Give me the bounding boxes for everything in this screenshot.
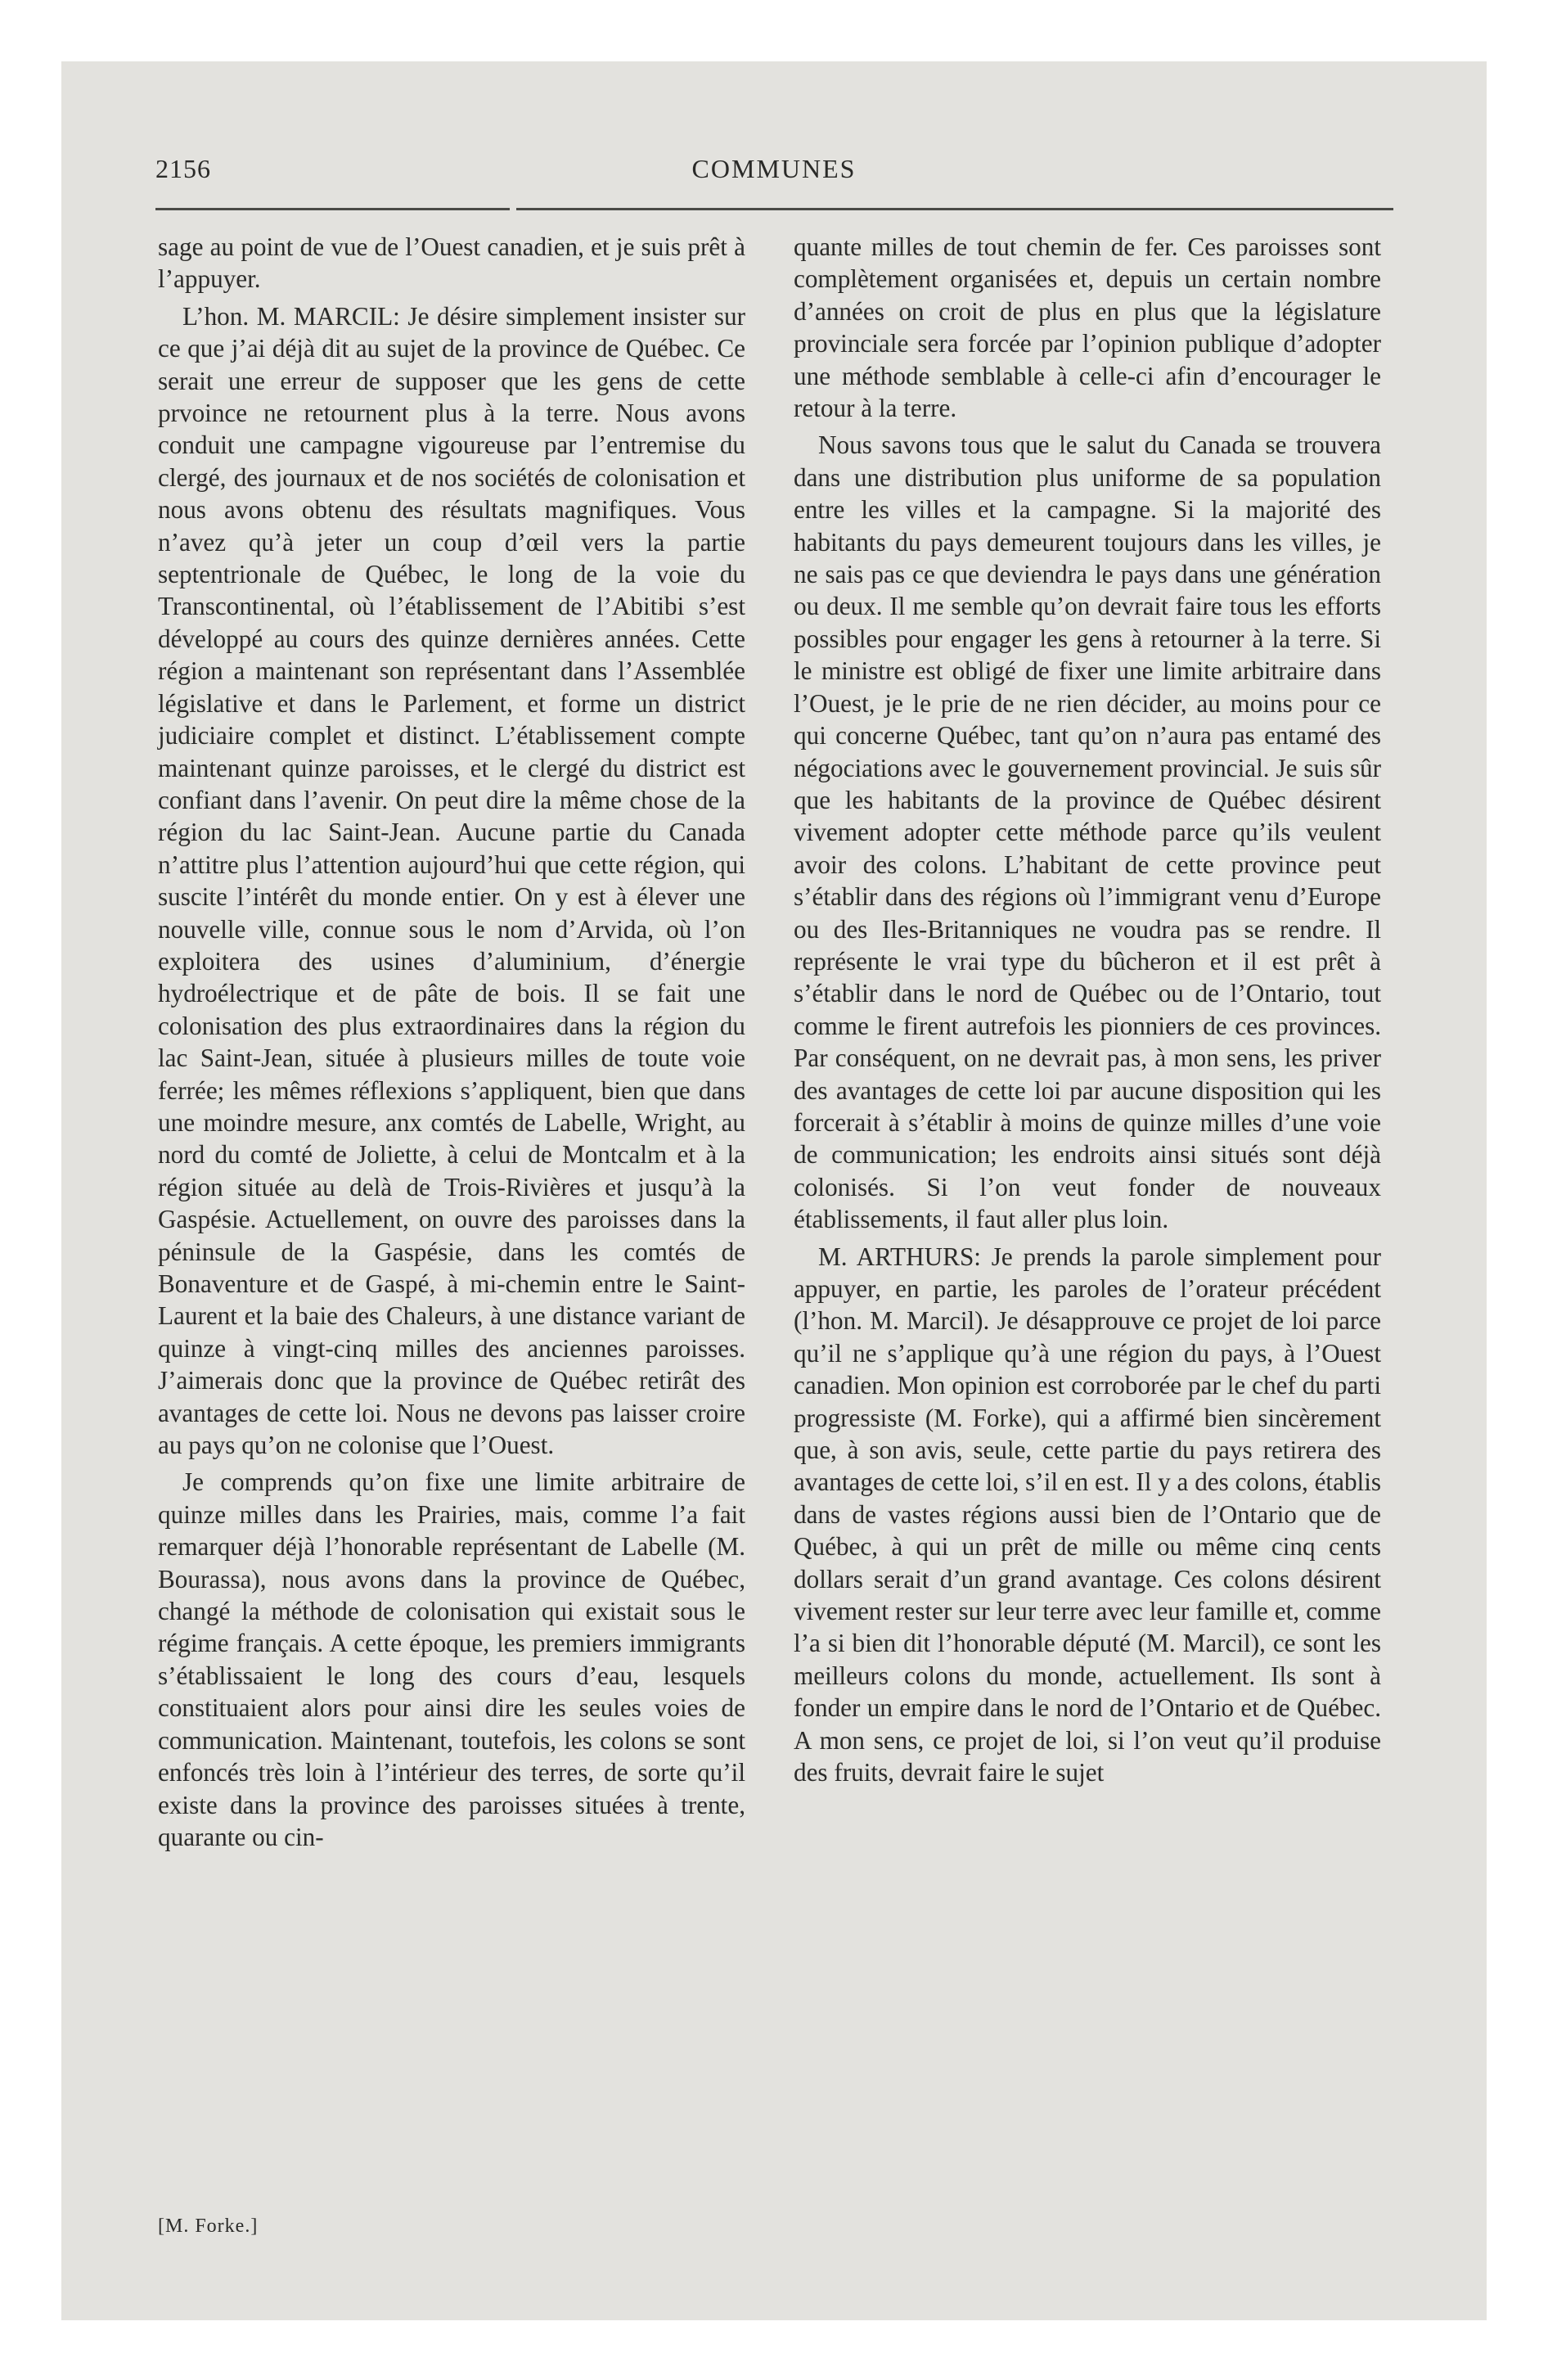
right-column (794, 231, 1381, 1789)
header-rule-right (516, 208, 1393, 210)
header-rule-left (155, 208, 510, 210)
page-number: 2156 (155, 154, 211, 183)
paragraph: M. ARTHURS: Je prends la parole simplement pour appuyer, en partie, les paroles de l’orateur précédent (l’hon. M. Marcil). Je désapprouve ce projet de loi parce qu’il ne s’applique qu’à une région du pays, à l’Ouest canadien. Mon opinion est corroborée par le chef du parti progressiste (M. Forke), qui a affirmé bien sincèrement que, à son avis, seule, cette partie du pays retirera des avantages de cette loi, s’il en est. Il y a des colons, établis dans de vastes régions aussi bien de l’Ontario que de Québec, à qui un prêt de mille ou même cinq cents dollars serait d’un grand avantage. Ces colons désirent vivement rester sur leur terre avec leur famille et, comme l’a si bien dit l’honorable député (M. Marcil), ce sont les meilleurs colons du monde, actuellement. Ils sont à fonder un empire dans le nord de l’Ontario et de Québec. A mon sens, ce projet de loi, si l’on veut qu’il produise des fruits, devrait faire le sujet (794, 1242, 1381, 1787)
running-head: COMMUNES (691, 154, 857, 183)
speaker-footnote: [M. Forke.] (158, 2215, 259, 2237)
paragraph: L’hon. M. MARCIL: Je désire simplement insister sur ce que j’ai déjà dit au sujet de la province de Québec. Ce serait une erreur de supposer que les gens de cette prvoince ne retournent plus à la terre. Nous avons conduit une campagne vigoureuse par l’entremise du clergé, des journaux et de nos sociétés de colonisation et nous avons obtenu des résultats magnifiques. Vous n’avez qu’à jeter un coup d’œil vers la partie septentrionale de Québec, le long de la voie du Transcontinental, où l’établissement de l’Abitibi s’est développé au cours des quinze dernières années. Cette région a maintenant son représentant dans l’Assemblée législative et dans le Parlement, et forme un district judiciaire complet et distinct. L’établissement compte maintenant quinze paroisses, et le clergé du district est confiant dans l’avenir. On peut dire la même chose de la région du lac Saint-Jean. Aucune partie du Canada n’attitre plus l’attention aujourd’hui que cette région, qui suscite l’intérêt du monde entier. On y est à élever une nouvelle ville, connue sous le nom d’Arvida, où l’on exploitera des usines d’aluminium, d’énergie hydroélectrique et de pâte de bois. Il se fait une colonisation des plus extraordinaires dans la région du lac Saint-Jean, située à plusieurs milles de toute voie ferrée; les mêmes réflexions s’appliquent, bien que dans une moindre mesure, anx comtés de Labelle, Wright, au nord du comté de Joliette, à celui de Montcalm et à la région située au delà de Trois-Rivières et jusqu’à la Gaspésie. Actuellement, on ouvre des paroisses dans la péninsule de la Gaspésie, dans les comtés de Bonaventure et de Gaspé, à mi-chemin entre le Saint-Laurent et la baie des Chaleurs, à une distance variant de quinze à vingt-cinq milles des anciennes paroisses. J’aimerais donc que la province de Québec retirât des avantages de cette loi. Nous ne devons pas laisser croire au pays qu’on ne colonise que l’Ouest. (158, 301, 745, 1460)
paragraph: Je comprends qu’on fixe une limite arbitraire de quinze milles dans les Prairies, mais, comme l’a fait remarquer déjà l’honorable représentant de Labelle (M. Bourassa), nous avons dans la province de Québec, changé la méthode de colonisation qui existait sous le régime français. A cette époque, les premiers immigrants s’établissaient le long des cours d’eau, lesquels constituaient alors pour ainsi dire les seules voies de communication. Maintenant, toutefois, les colons se sont enfoncés très loin à l’intérieur des terres, de sorte qu’il existe dans la province des paroisses situées à trente, quarante ou cin- (158, 1467, 745, 1851)
left-column (158, 231, 745, 1853)
paragraph: quante milles de tout chemin de fer. Ces paroisses sont complètement organisées et, depuis un certain nombre d’années on croit de plus en plus que la législature provinciale sera forcée par l’opinion publique d’adopter une méthode semblable à celle-ci afin d’encourager le retour à la terre. (794, 232, 1381, 423)
paragraph: sage au point de vue de l’Ouest canadien, et je suis prêt à l’appuyer. (158, 232, 745, 294)
paragraph: Nous savons tous que le salut du Canada se trouvera dans une distribution plus uniforme de sa population entre les villes et la campagne. Si la majorité des habitants du pays demeurent toujours dans les villes, je ne sais pas ce que deviendra le pays dans une génération ou deux. Il me semble qu’on devrait faire tous les efforts possibles pour engager les gens à retourner à la terre. Si le ministre est obligé de fixer une limite arbitraire dans l’Ouest, je le prie de ne rien décider, au moins pour ce qui concerne Québec, tant qu’on n’aura pas entamé des négociations avec le gouvernement provincial. Je suis sûr que les habitants de la province de Québec désirent vivement adopter cette méthode parce qu’ils veulent avoir des colons. L’habitant de cette province peut s’établir dans des régions où l’immigrant venu d’Europe ou des Iles-Britanniques ne voudra pas se rendre. Il représente le vrai type du bûcheron et il est prêt à s’établir dans le nord de Québec ou de l’Ontario, tout comme le firent autrefois les pionniers de ces provinces. Par conséquent, on ne devrait pas, à mon sens, les priver des avantages de cette loi par aucune disposition qui les forcerait à s’établir à moins de quinze milles d’une voie de communication; les endroits ainsi situés sont déjà colonisés. Si l’on veut fonder de nouveaux établissements, il faut aller plus loin. (794, 430, 1381, 1234)
